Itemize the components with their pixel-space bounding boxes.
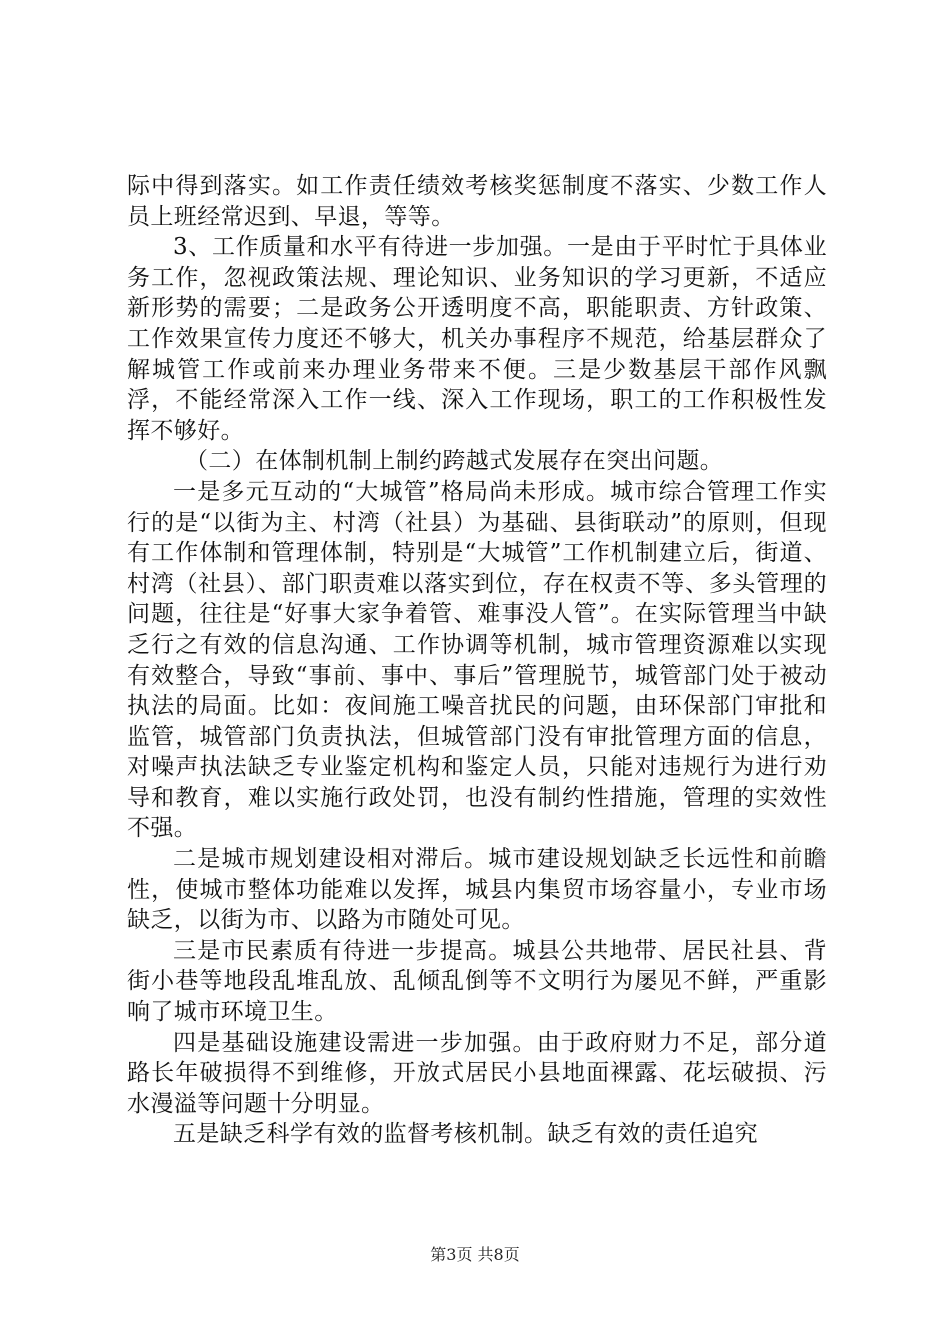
paragraph-point-three: 三是市民素质有待进一步提高。城县公共地带、居民社县、背街小巷等地段乱堆乱放、乱倾乱倒等不文明行为屡见不鲜，严重影响了城市环境卫生。 (127, 937, 827, 1026)
paragraph-point-one: 一是多元互动的“大城管”格局尚未形成。城市综合管理工作实行的是“以街为主、村湾（社县）为基础、县街联动”的原则，但现有工作体制和管理体制，特别是“大城管”工作机制建立后，街道、村湾（社县）、部门职责难以落实到位，存在权责不等、多头管理的问题，往往是“好事大家争着管、难事没人管”。在实际管理当中缺乏行之有效的信息沟通、工作协调等机制，城市管理资源难以实现有效整合，导致“事前、事中、事后”管理脱节，城管部门处于被动执法的局面。比如：夜间施工噪音扰民的问题，由环保部门审批和监管，城管部门负责执法，但城管部门没有审批管理方面的信息，对噪声执法缺乏专业鉴定机构和鉴定人员，只能对违规行为进行劝导和教育，难以实施行政处罚，也没有制约性措施，管理的实效性不强。 (127, 478, 827, 842)
paragraph-point-two: 二是城市规划建设相对滞后。城市建设规划缺乏长远性和前瞻性，使城市整体功能难以发挥，城县内集贸市场容量小，专业市场缺乏，以街为市、以路为市随处可见。 (127, 846, 827, 934)
paragraph-point-five: 五是缺乏科学有效的监督考核机制。缺乏有效的责任追究 (173, 1121, 758, 1148)
page-footer: 第3页 共8页 (430, 1245, 520, 1264)
paragraph-continuation: 际中得到落实。如工作责任绩效考核奖惩制度不落实、少数工作人员上班经常迟到、早退，等等。 (127, 173, 827, 230)
paragraph-work-quality: 3、工作质量和水平有待进一步加强。一是由于平时忙于具体业务工作，忽视政策法规、理论知识、业务知识的学习更新，不适应新形势的需要；二是政务公开透明度不高，职能职责、方针政策、工作效果宣传力度还不够大，机关办事程序不规范，给基层群众了解城管工作或前来办理业务带来不便。三是少数基层干部作风飘浮，不能经常深入工作一线、深入工作现场，职工的工作积极性发挥不够好。 (127, 234, 827, 444)
section-heading-mechanism: （二）在体制机制上制约跨越式发展存在突出问题。 (185, 448, 724, 475)
document-body (127, 171, 827, 1150)
paragraph-point-four: 四是基础设施建设需进一步加强。由于政府财力不足，部分道路长年破损得不到维修，开放式居民小县地面裸露、花坛破损、污水漫溢等问题十分明显。 (127, 1029, 827, 1117)
